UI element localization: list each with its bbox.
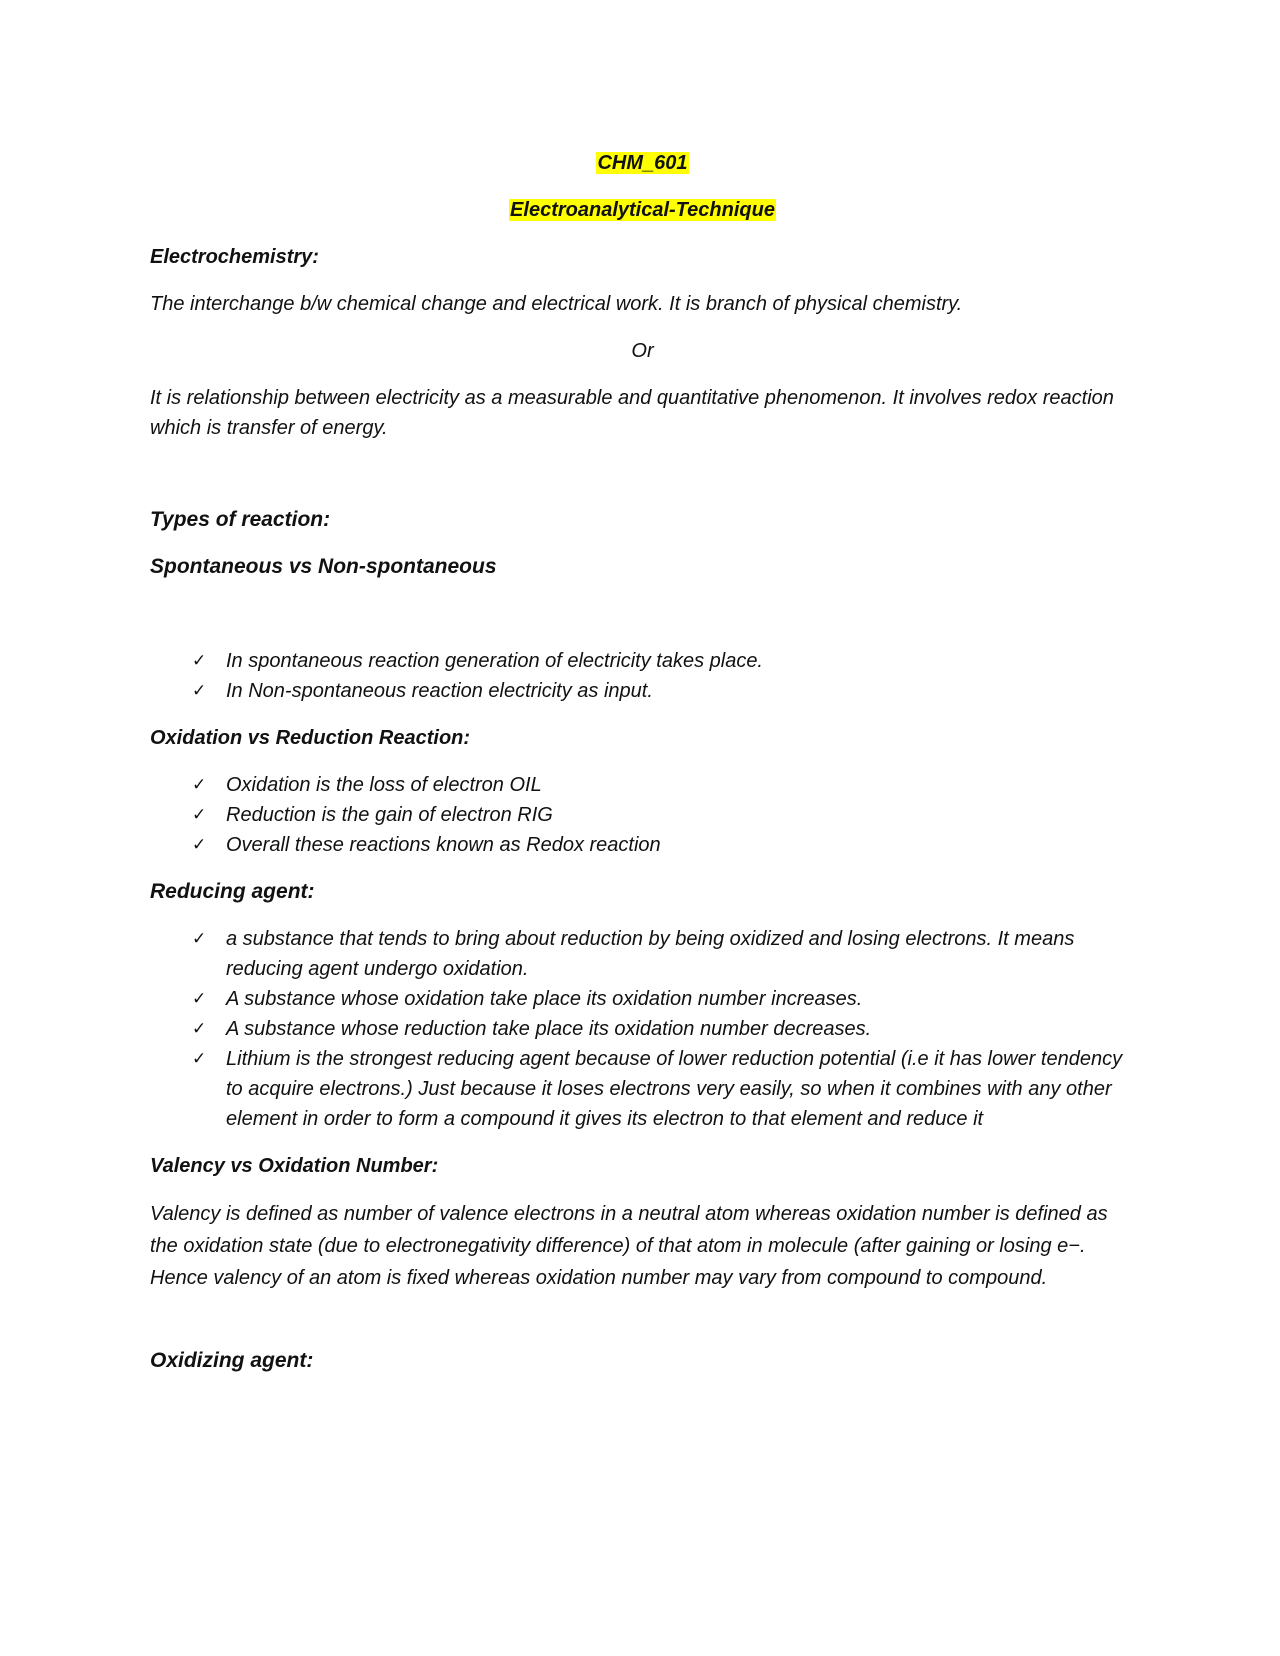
check-icon: ✓ — [192, 989, 207, 1009]
electrochemistry-definition-1: The interchange b/w chemical change and electrical work. It is branch of physical chemistry. — [150, 293, 963, 315]
check-icon: ✓ — [192, 1049, 207, 1069]
list-item: ✓ Overall these reactions known as Redox reaction — [192, 830, 1135, 860]
or-separator: Or — [631, 340, 654, 362]
types-subheading: Spontaneous vs Non-spontaneous — [150, 555, 497, 578]
oxidizing-heading: Oxidizing agent: — [150, 1349, 314, 1372]
list-item: ✓ In spontaneous reaction generation of electricity takes place. — [192, 646, 1135, 676]
list-item: ✓ a substance that tends to bring about reduction by being oxidized and losing electrons. It means reducing agent undergo oxidation. — [192, 924, 1135, 984]
list-item: ✓ In Non-spontaneous reaction electricity as input. — [192, 676, 1135, 706]
list-item: ✓ Oxidation is the loss of electron OIL — [192, 770, 1135, 800]
course-title: Electroanalytical-Technique — [510, 199, 775, 221]
document-page — [150, 148, 1135, 1393]
check-icon: ✓ — [192, 775, 207, 795]
list-item: ✓ A substance whose oxidation take place its oxidation number increases. — [192, 984, 1135, 1014]
course-code: CHM_601 — [597, 152, 688, 174]
types-list — [150, 646, 1135, 706]
valency-heading: Valency vs Oxidation Number: — [150, 1155, 439, 1177]
types-heading: Types of reaction: — [150, 508, 331, 531]
list-item: ✓ Lithium is the strongest reducing agent because of lower reduction potential (i.e it has lower tendency to acquire electrons.) Just because it loses electrons very easily, so when it combines with any other element in order to form a compound it gives its electron to that element and reduce it — [192, 1044, 1135, 1134]
list-item: ✓ Reduction is the gain of electron RIG — [192, 800, 1135, 830]
electrochemistry-heading: Electrochemistry: — [150, 246, 319, 268]
check-icon: ✓ — [192, 929, 207, 949]
redox-heading: Oxidation vs Reduction Reaction: — [150, 727, 471, 749]
list-item: ✓ A substance whose reduction take place its oxidation number decreases. — [192, 1014, 1135, 1044]
check-icon: ✓ — [192, 1019, 207, 1039]
valency-text: Valency is defined as number of valence electrons in a neutral atom whereas oxidation number is defined as the oxidation state (due to electronegativity difference) of that atom in molecule (after gaining or losing e−. Hence valency of an atom is fixed whereas oxidation number may vary from compound to compound. — [150, 1203, 1108, 1289]
check-icon: ✓ — [192, 651, 207, 671]
reducing-list — [150, 924, 1135, 1134]
check-icon: ✓ — [192, 805, 207, 825]
course-code-line — [150, 148, 1135, 178]
course-title-line — [150, 195, 1135, 225]
redox-list — [150, 770, 1135, 860]
check-icon: ✓ — [192, 681, 207, 701]
electrochemistry-definition-2: It is relationship between electricity as a measurable and quantitative phenomenon. It involves redox reaction which is transfer of energy. — [150, 387, 1114, 439]
check-icon: ✓ — [192, 835, 207, 855]
reducing-heading: Reducing agent: — [150, 880, 315, 903]
